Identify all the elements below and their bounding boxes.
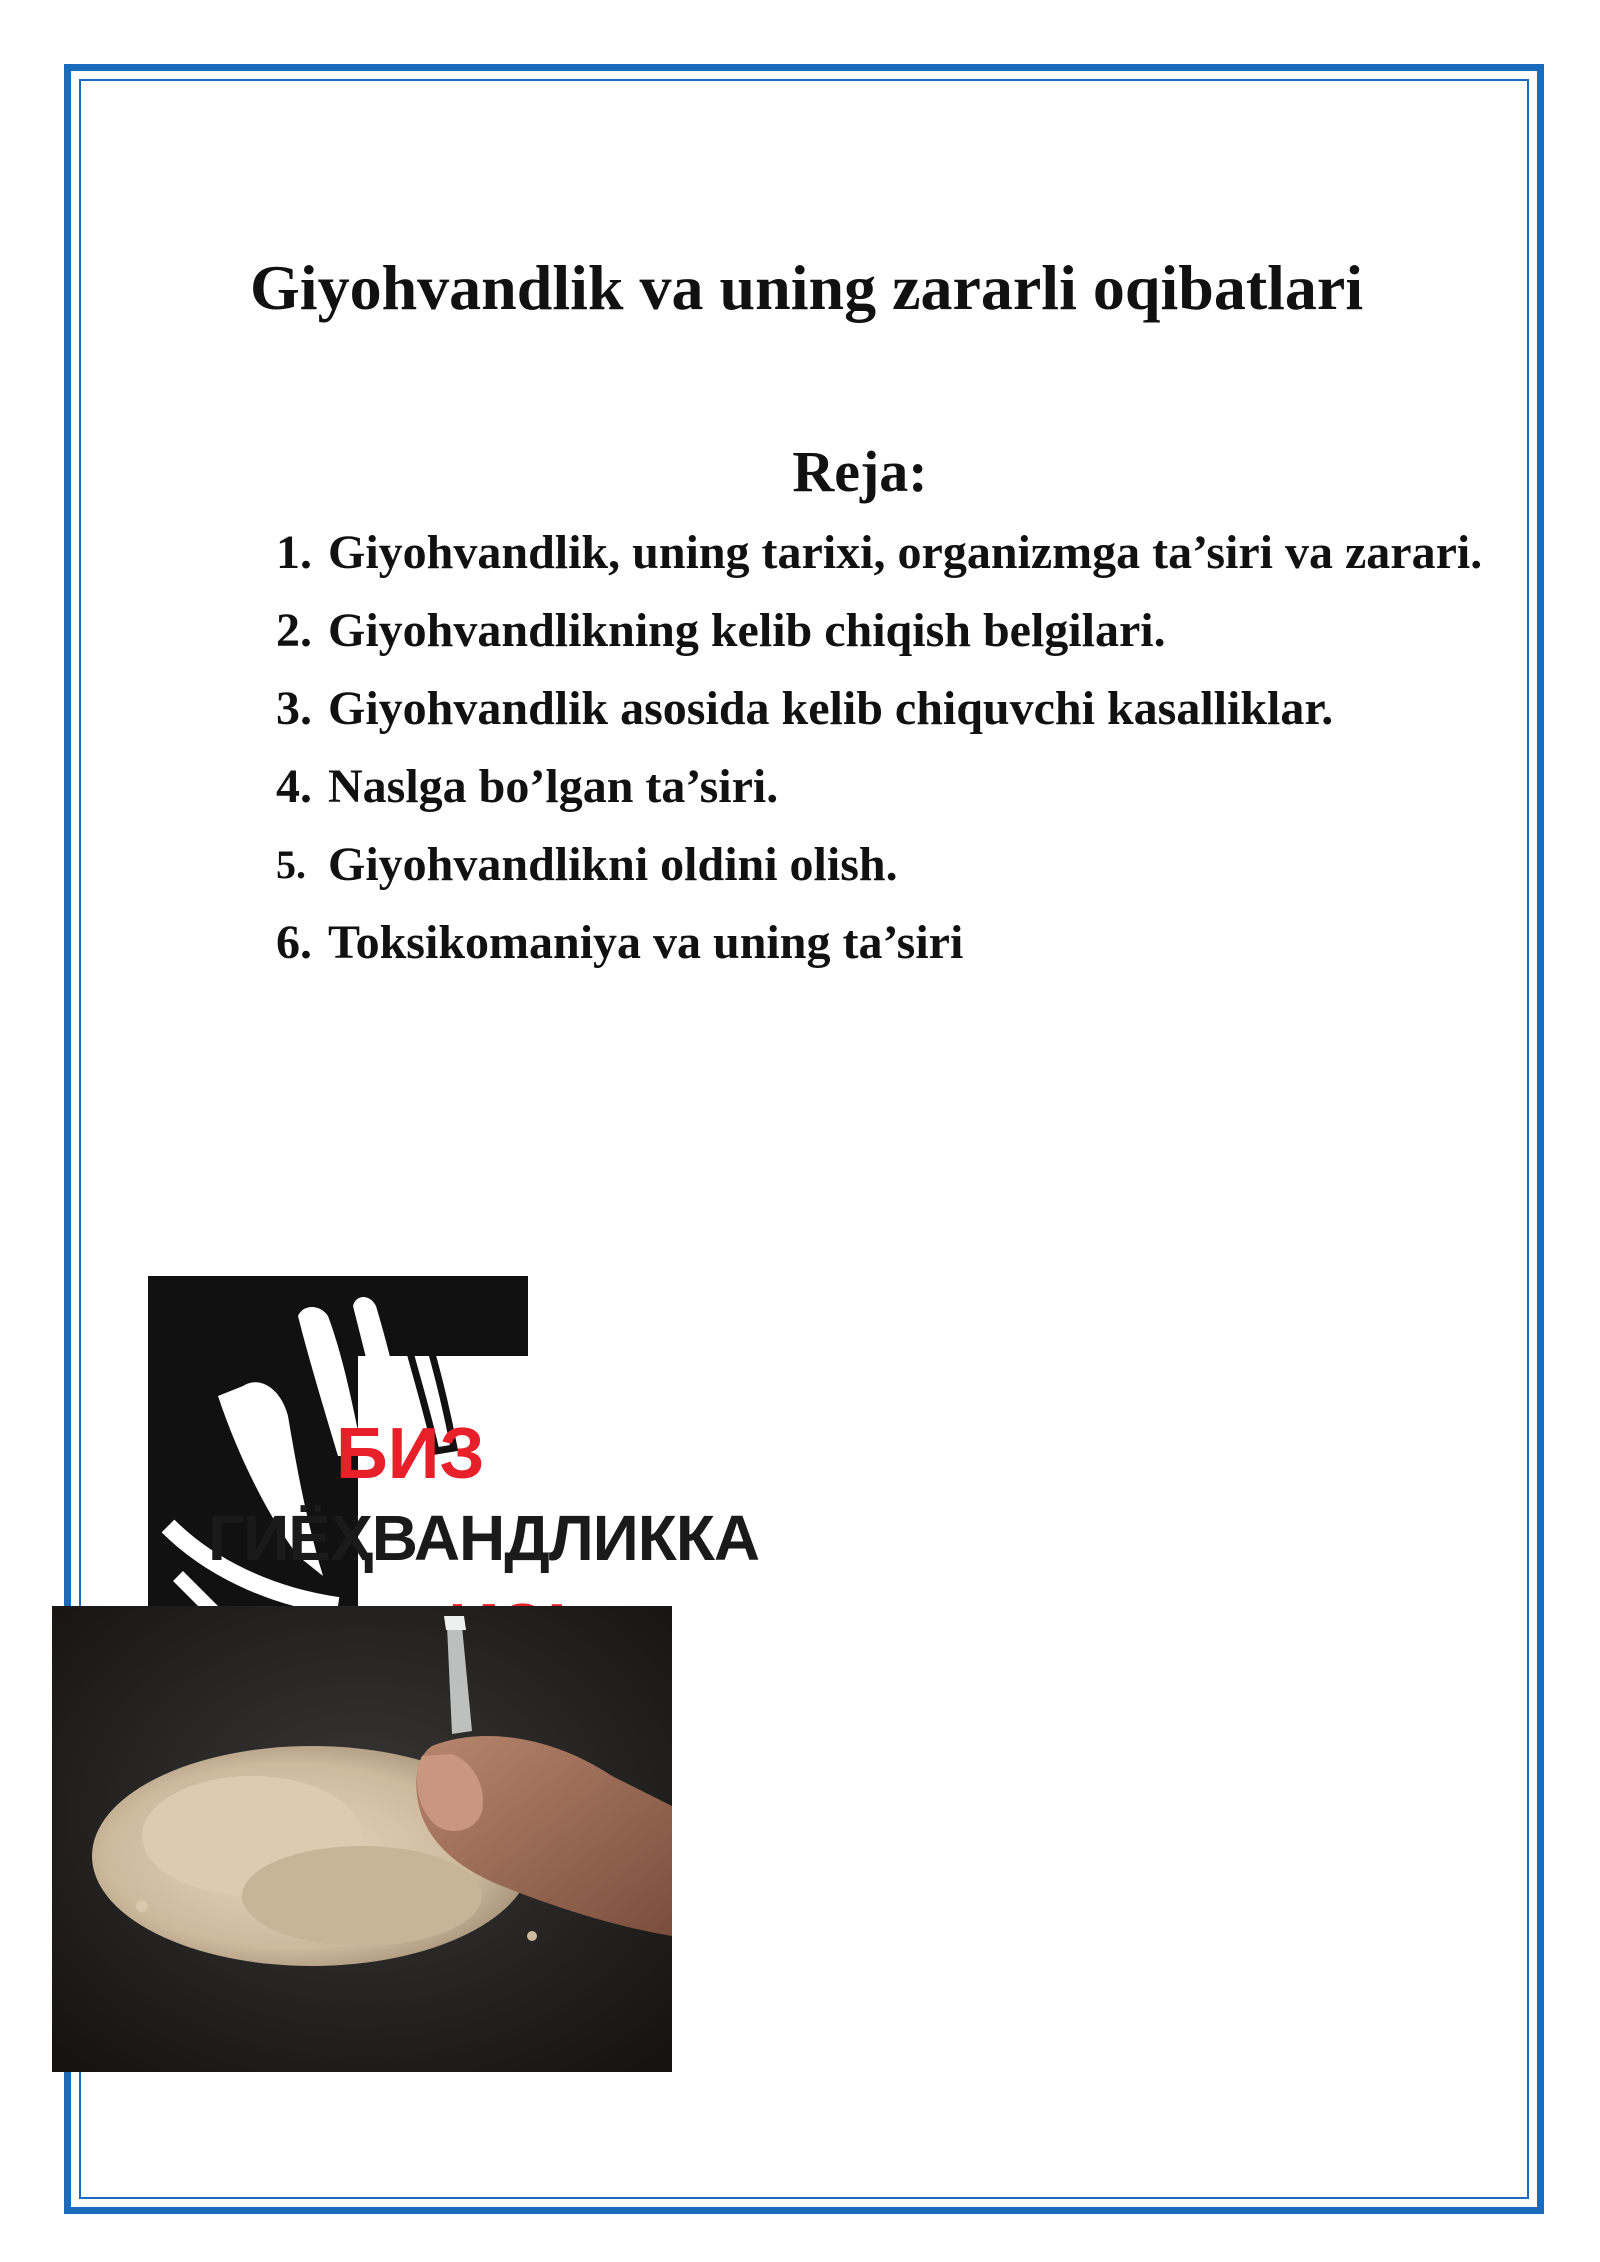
plan-list — [276, 514, 1498, 982]
plan-item-number: 4. — [276, 760, 312, 813]
plan-heading: Reja: — [792, 439, 928, 504]
plan-item-text: Giyohvandlik, uning tarixi, organizmga ta’siri va zarari. — [328, 526, 1483, 579]
plan-item-text: Giyohvandlikning kelib chiqish belgilari. — [328, 604, 1166, 657]
poster-text-red: БИЗ — [336, 1414, 485, 1494]
plan-item-text: Giyohvandlikni oldini olish. — [328, 838, 898, 891]
plan-item — [276, 904, 1498, 982]
powder-photo-image — [52, 1606, 672, 2072]
plan-item-text: Naslga bo’lgan ta’siri. — [328, 760, 779, 813]
plan-item — [276, 514, 1498, 592]
plan-item-number: 5. — [276, 842, 306, 887]
plan-item-text: Giyohvandlik asosida kelib chiquvchi kasalliklar. — [328, 682, 1334, 735]
plan-item-number: 1. — [276, 526, 312, 579]
document-title: Giyohvandlik va uning zararli oqibatlari — [250, 252, 1364, 323]
plan-item-number: 6. — [276, 916, 312, 969]
plan-item-text: Toksikomaniya va uning ta’siri — [328, 916, 964, 969]
plan-item — [276, 748, 1498, 826]
plan-item — [276, 670, 1498, 748]
powder-hand-icon — [52, 1606, 672, 2072]
plan-item-number: 2. — [276, 604, 312, 657]
plan-item-number: 3. — [276, 682, 312, 735]
plan-item — [276, 826, 1498, 904]
poster-text-black: ГИЁҲВАНДЛИККА — [208, 1502, 760, 1574]
plan-item — [276, 592, 1498, 670]
